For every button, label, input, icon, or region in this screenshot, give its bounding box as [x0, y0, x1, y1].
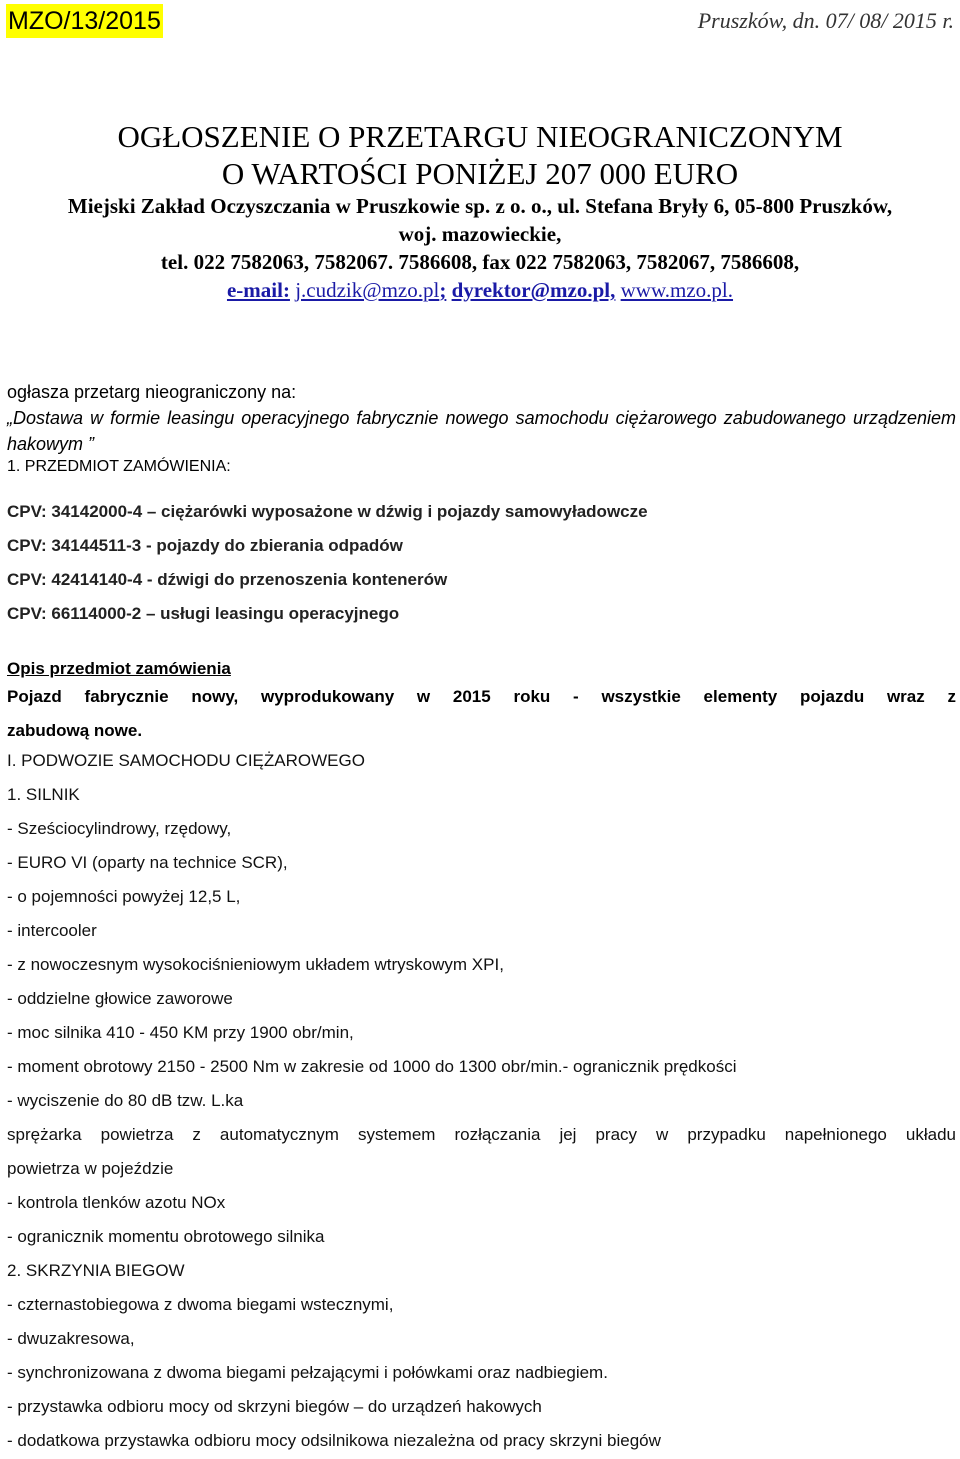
- spec-item: - o pojemności powyżej 12,5 L,: [7, 887, 241, 906]
- spec-item: sprężarka powietrza z automatycznym systemem rozłączania jej pracy w przypadku napełnionego układu: [7, 1125, 956, 1144]
- place-date: Pruszków, dn. 07/ 08/ 2015 r.: [697, 8, 954, 33]
- spec-item: - intercooler: [7, 921, 97, 940]
- description-lead-line-2: zabudową nowe.: [7, 721, 143, 740]
- website-link[interactable]: www.mzo.pl.: [620, 278, 734, 302]
- description-block: [7, 658, 956, 748]
- announce-text: ogłasza przetarg nieograniczony na:: [7, 382, 297, 402]
- spec-item: - przystawka odbioru mocy od skrzyni biegów – do urządzeń hakowych: [7, 1397, 542, 1416]
- spec-item: - EURO VI (oparty na technice SCR),: [7, 853, 288, 872]
- spec-item: - Sześciocylindrowy, rzędowy,: [7, 819, 232, 838]
- description-lead-line-1: Pojazd fabrycznie nowy, wyprodukowany w 2015 roku - wszystkie elementy pojazdu wraz z: [7, 687, 956, 706]
- spec-item: - moment obrotowy 2150 - 2500 Nm w zakresie od 1000 do 1300 obr/min.- ogranicznik prędkości: [7, 1057, 737, 1076]
- document-header: [6, 4, 954, 40]
- spec-item: - dwuzakresowa,: [7, 1329, 135, 1348]
- email-link-dyrektor[interactable]: dyrektor@mzo.pl,: [451, 278, 616, 302]
- spec-item: - oddzielne głowice zaworowe: [7, 989, 233, 1008]
- spec-item: - z nowoczesnym wysokociśnieniowym układem wtryskowym XPI,: [7, 955, 504, 974]
- title-line-1: OGŁOSZENIE O PRZETARGU NIEOGRANICZONYM: [117, 119, 843, 154]
- cpv-list: [7, 498, 956, 634]
- email-line: [0, 276, 960, 304]
- spec-item: - synchronizowana z dwoma biegami pełzającymi i połówkami oraz nadbiegiem.: [7, 1363, 608, 1382]
- email-link-cudzik[interactable]: j.cudzik@mzo.pl: [295, 278, 440, 302]
- spec-item: - kontrola tlenków azotu NOx: [7, 1193, 226, 1212]
- phone-line: tel. 022 7582063, 7582067. 7586608, fax 022 7582063, 7582067, 7586608,: [160, 250, 800, 274]
- spec-item: - dodatkowa przystawka odbioru mocy odsilnikowa niezależna od pracy skrzyni biegów: [7, 1431, 661, 1450]
- spec-section-heading: I. PODWOZIE SAMOCHODU CIĘŻAROWEGO: [7, 751, 365, 770]
- spec-item: - czternastobiegowa z dwoma biegami wstecznymi,: [7, 1295, 394, 1314]
- specification-list: [7, 746, 956, 1459]
- spec-item: powietrza w pojeździe: [7, 1159, 174, 1178]
- cpv-item: CPV: 34142000-4 – ciężarówki wyposażone w dźwig i pojazdy samowyładowcze: [7, 502, 648, 521]
- spec-item: - moc silnika 410 - 450 KM przy 1900 obr/min,: [7, 1023, 354, 1042]
- intro-block: [7, 379, 956, 457]
- spec-item: - wyciszenie do 80 dB tzw. L.ka: [7, 1091, 244, 1110]
- spec-item: - ogranicznik momentu obrotowego silnika: [7, 1227, 325, 1246]
- spec-subheading: 2. SKRZYNIA BIEGOW: [7, 1261, 185, 1280]
- description-heading: Opis przedmiot zamówienia: [7, 659, 231, 678]
- organization-line-2: woj. mazowieckie,: [398, 222, 562, 246]
- title-line-2: O WARTOŚCI PONIŻEJ 207 000 EURO: [221, 156, 739, 191]
- cpv-item: CPV: 42414140-4 - dźwigi do przenoszenia kontenerów: [7, 570, 448, 589]
- cpv-item: CPV: 34144511-3 - pojazdy do zbierania odpadów: [7, 536, 403, 555]
- tender-subject: „Dostawa w formie leasingu operacyjnego fabrycznie nowego samochodu ciężarowego zabudowanego urządzeniem hakowym ”: [7, 408, 956, 454]
- reference-number: MZO/13/2015: [6, 4, 163, 38]
- cpv-item: CPV: 66114000-2 – usługi leasingu operacyjnego: [7, 604, 400, 623]
- section-1-heading: 1. PRZEDMIOT ZAMÓWIENIA:: [7, 458, 231, 475]
- email-separator: ;: [439, 278, 447, 302]
- spec-subheading: 1. SILNIK: [7, 785, 80, 804]
- announcement-title-block: [0, 118, 960, 304]
- organization-line-1: Miejski Zakład Oczyszczania w Pruszkowie sp. z o. o., ul. Stefana Bryły 6, 05-800 Pruszków,: [67, 194, 893, 218]
- email-label: e-mail:: [226, 278, 290, 302]
